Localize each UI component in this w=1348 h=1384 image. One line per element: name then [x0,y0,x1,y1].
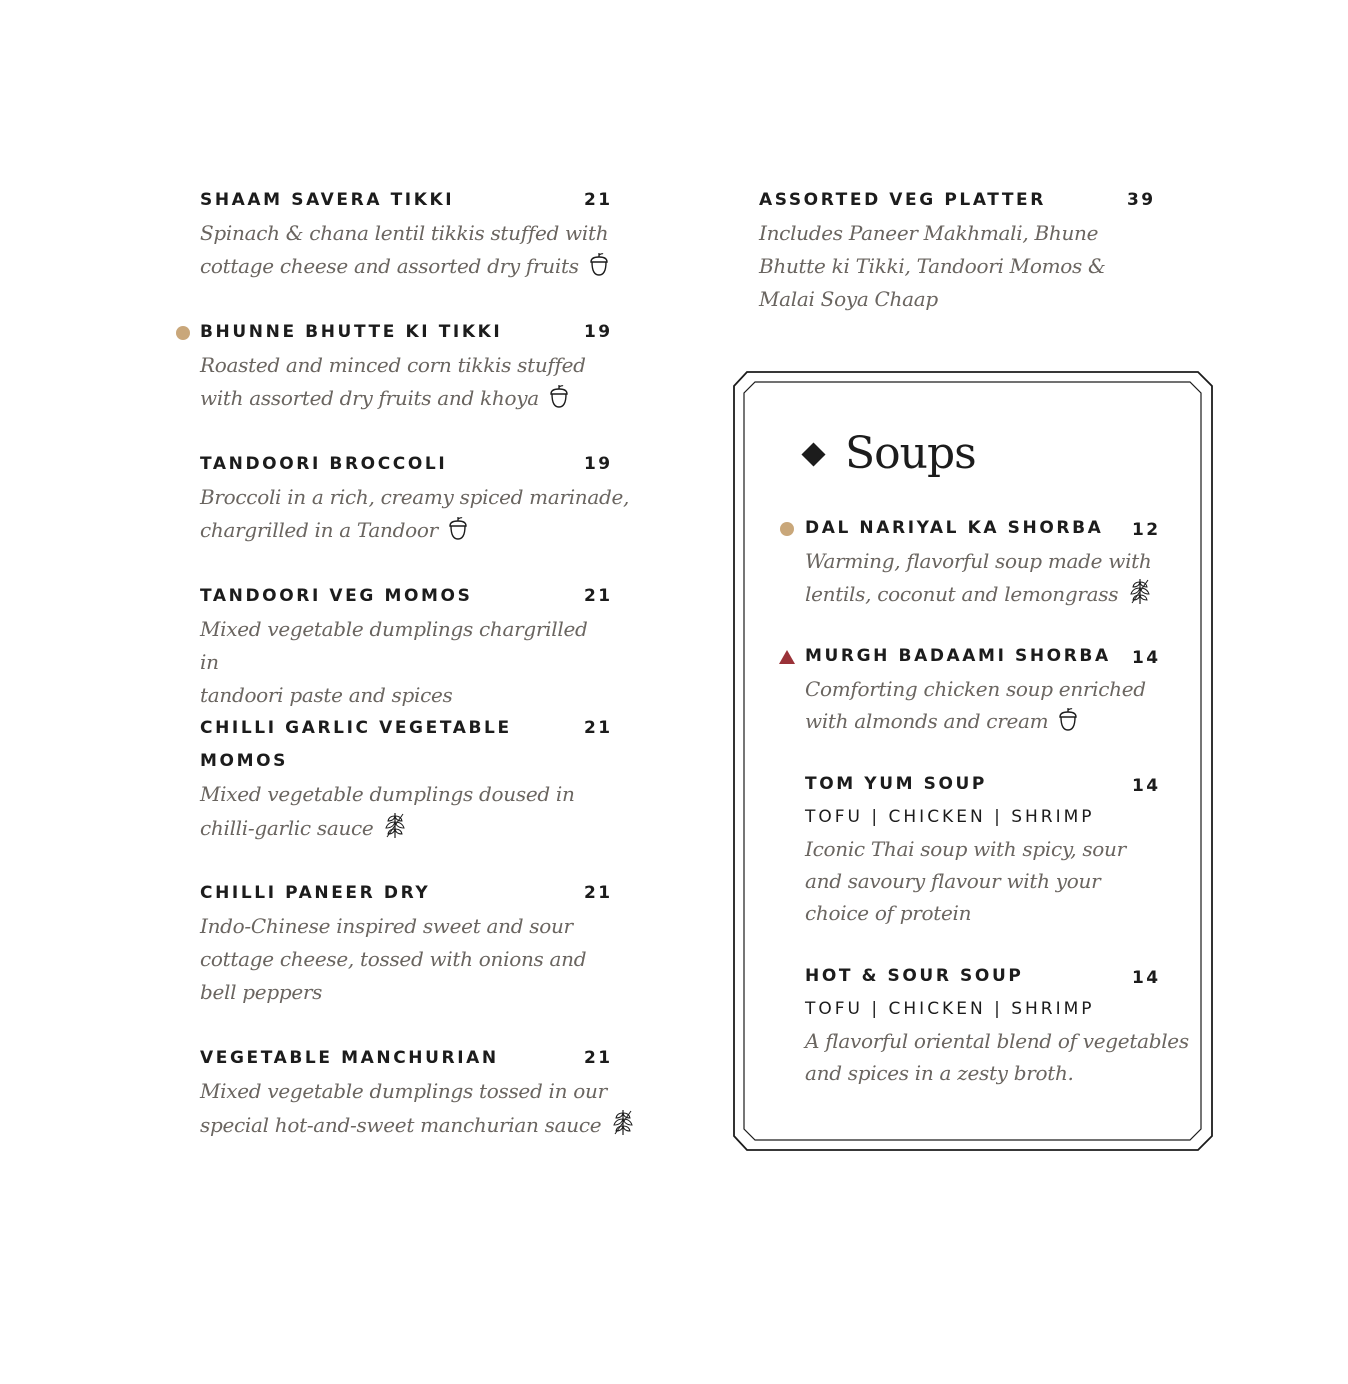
item-name: TOM YUM SOUP [805,774,987,794]
item-description: Mixed vegetable dumplings doused in chilli-garlic sauce [200,782,575,840]
item-price: 21 [584,586,613,606]
menu-item [200,580,613,712]
item-name: CHILLI PANEER DRY [200,883,431,903]
wheat-icon [383,811,407,839]
red-triangle-marker [779,650,795,664]
item-description: Broccoli in a rich, creamy spiced marinade, chargrilled in a Tandoor [200,485,630,542]
item-price: 14 [1132,648,1161,668]
menu-item [805,512,1165,610]
item-name: VEGETABLE MANCHURIAN [200,1048,499,1068]
menu-item [805,768,1165,929]
item-description: Iconic Thai soup with spicy, sour and savoury flavour with your choice of protein [805,837,1126,925]
menu-item [200,448,630,547]
item-price: 39 [1127,190,1156,210]
item-description: A flavorful oriental blend of vegetables and spices in a zesty broth. [805,1029,1189,1085]
item-name: SHAAM SAVERA TIKKI [200,190,455,210]
item-name: MURGH BADAAMI SHORBA [805,646,1111,666]
item-description: Indo-Chinese inspired sweet and sour cottage cheese, tossed with onions and bell peppers [200,914,587,1004]
item-price: 14 [1132,776,1161,796]
protein-options: TOFU | CHICKEN | SHRIMP [805,807,1095,827]
item-price: 14 [1132,968,1161,988]
menu-item [805,960,1189,1089]
item-price: 21 [584,1048,613,1068]
nut-icon [1058,706,1078,732]
item-description: Roasted and minced corn tikkis stuffed with assorted dry fruits and khoya [200,353,586,410]
menu-item [805,640,1165,737]
menu-item [200,877,613,1009]
item-name: DAL NARIYAL KA SHORBA [805,518,1104,538]
item-price: 21 [584,883,613,903]
item-name: TANDOORI BROCCOLI [200,454,448,474]
wheat-icon [1128,577,1152,605]
item-price: 12 [1132,520,1161,540]
item-description: Comforting chicken soup enriched with almonds and cream [805,677,1146,733]
gold-dot-marker [176,326,190,340]
item-name: ASSORTED VEG PLATTER [759,190,1046,210]
menu-item [200,712,613,845]
item-price: 19 [584,454,613,474]
item-description: Warming, flavorful soup made with lentils, coconut and lemongrass [805,549,1152,606]
nut-icon [549,383,569,409]
nut-icon [589,251,609,277]
item-name: BHUNNE BHUTTE KI TIKKI [200,322,503,342]
item-description: Includes Paneer Makhmali, Bhune Bhutte ki Tikki, Tandoori Momos & Malai Soya Chaap [759,221,1106,311]
section-title: Soups [845,428,976,479]
item-name: TANDOORI VEG MOMOS [200,586,473,606]
item-description: Mixed vegetable dumplings chargrilled in tandoori paste and spices [200,617,588,707]
item-name: CHILLI GARLIC VEGETABLE MOMOS [200,718,512,771]
menu-item [200,184,613,283]
item-name: HOT & SOUR SOUP [805,966,1024,986]
nut-icon [448,515,468,541]
menu-item [759,184,1159,316]
gold-dot-marker [780,522,794,536]
menu-item [200,316,613,415]
wheat-icon [611,1108,635,1136]
item-description: Mixed vegetable dumplings tossed in our special hot-and-sweet manchurian sauce [200,1075,610,1142]
item-price: 19 [584,322,613,342]
menu-item [200,1042,613,1142]
protein-options: TOFU | CHICKEN | SHRIMP [805,999,1095,1019]
item-price: 21 [584,190,613,210]
item-price: 21 [584,718,613,738]
item-description: Spinach & chana lentil tikkis stuffed with cottage cheese and assorted dry fruits [200,221,609,278]
